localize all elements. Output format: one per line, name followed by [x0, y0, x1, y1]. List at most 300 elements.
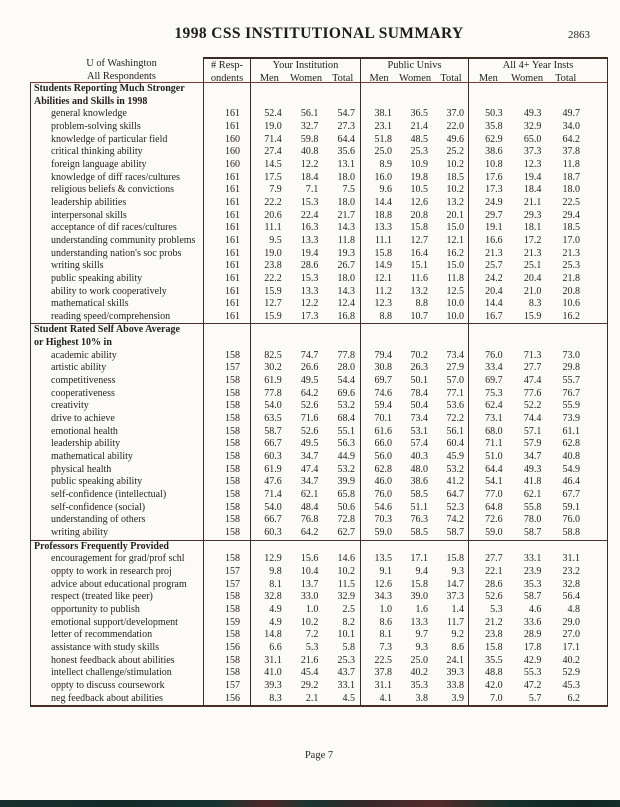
- value-cell: 12.7: [410, 234, 428, 246]
- value-cell: 33.1: [337, 679, 355, 691]
- respondents-cell: 161: [203, 286, 250, 299]
- value-cell: [360, 541, 396, 554]
- table-row: [31, 197, 607, 210]
- value-cell: 62.4: [468, 400, 507, 413]
- section-title-row: [31, 541, 607, 554]
- value-cell: 2.1: [305, 692, 319, 704]
- value-cell: 4.5: [342, 692, 355, 704]
- value-cell: 12.5: [446, 285, 464, 297]
- table-row: [31, 451, 607, 464]
- value-cell: 55.7: [562, 375, 580, 387]
- value-cell: 6.2: [567, 692, 580, 704]
- value-cell: [545, 324, 584, 337]
- value-cell: 7.5: [342, 184, 355, 196]
- spacer-cell: [584, 146, 607, 159]
- table-row: [31, 260, 607, 273]
- value-cell: 72.2: [446, 413, 464, 425]
- row-label: knowledge of particular field: [51, 133, 168, 145]
- value-cell: 29.8: [562, 362, 580, 374]
- value-cell: 28.0: [337, 362, 355, 374]
- respondents-cell: 158: [203, 438, 250, 451]
- page-footer: Page 7: [304, 750, 334, 761]
- value-cell: 62.1: [300, 489, 319, 500]
- value-cell: 48.4: [300, 501, 319, 513]
- value-cell: 62.7: [337, 526, 355, 538]
- value-cell: 21.3: [562, 247, 580, 259]
- value-cell: 23.9: [523, 565, 542, 577]
- value-cell: 9.4: [415, 565, 428, 577]
- value-cell: 16.7: [468, 311, 507, 324]
- spacer-cell: [584, 388, 607, 401]
- value-cell: 30.8: [360, 362, 396, 375]
- value-cell: 14.3: [337, 222, 355, 234]
- value-cell: 24.9: [468, 197, 507, 210]
- spacer-cell: [584, 222, 607, 235]
- value-cell: 73.9: [562, 413, 580, 425]
- row-label: creativity: [51, 400, 89, 412]
- value-cell: 58.5: [410, 526, 428, 538]
- row-label: leadership abilities: [51, 196, 127, 208]
- table-row: [31, 362, 607, 375]
- value-cell: [432, 83, 468, 96]
- value-cell: 15.3: [300, 196, 319, 208]
- spacer-cell: [584, 298, 607, 311]
- respondents-cell: [203, 324, 250, 337]
- row-label: self-confidence (social): [51, 501, 146, 513]
- report-code: 2863: [568, 29, 590, 41]
- row-label: oppty to discuss coursework: [51, 679, 165, 691]
- row-label: foreign language ability: [51, 158, 147, 170]
- value-cell: 47.4: [300, 463, 319, 475]
- value-cell: [468, 541, 507, 554]
- value-cell: 17.3: [468, 184, 507, 197]
- value-cell: 8.6: [360, 617, 396, 630]
- table-section: [31, 540, 607, 706]
- value-cell: 77.8: [250, 388, 287, 401]
- value-cell: 14.4: [468, 298, 507, 311]
- value-cell: 61.1: [562, 425, 580, 437]
- respondents-cell: 158: [203, 464, 250, 477]
- value-cell: 21.1: [523, 196, 542, 208]
- value-cell: 25.0: [410, 654, 428, 666]
- value-cell: 25.3: [562, 260, 580, 272]
- value-cell: 15.9: [250, 311, 287, 324]
- summary-table: [30, 57, 608, 707]
- spacer-cell: [584, 172, 607, 185]
- value-cell: 10.1: [337, 629, 355, 641]
- value-cell: 19.8: [410, 171, 428, 183]
- value-cell: 18.5: [562, 222, 580, 234]
- value-cell: 26.7: [337, 260, 355, 272]
- value-cell: 53.1: [410, 425, 428, 437]
- value-cell: 69.7: [360, 375, 396, 388]
- respondents-cell: 161: [203, 121, 250, 134]
- value-cell: 19.0: [250, 248, 287, 261]
- value-cell: 16.3: [300, 222, 319, 234]
- value-cell: 49.3: [523, 463, 542, 475]
- value-cell: 12.2: [300, 158, 319, 170]
- value-cell: 49.3: [523, 108, 542, 120]
- spacer-cell: [584, 159, 607, 172]
- value-cell: 50.1: [410, 375, 428, 387]
- value-cell: 15.8: [446, 553, 464, 565]
- scanner-artifact-bar: [0, 800, 620, 807]
- value-cell: 5.3: [305, 641, 319, 653]
- value-cell: 34.7: [523, 451, 542, 463]
- respondents-cell: 158: [203, 476, 250, 489]
- respondents-cell: 161: [203, 172, 250, 185]
- spacer-cell: [584, 617, 607, 630]
- value-cell: 17.6: [468, 172, 507, 185]
- spacer-cell: [584, 324, 607, 337]
- value-cell: 17.5: [250, 172, 287, 185]
- value-cell: 9.8: [250, 566, 287, 579]
- respondents-cell: 161: [203, 235, 250, 248]
- row-label: honest feedback about abilities: [51, 654, 175, 666]
- value-cell: 13.3: [410, 616, 428, 628]
- row-label: self-confidence (intellectual): [51, 489, 167, 500]
- value-cell: 7.9: [250, 184, 287, 197]
- value-cell: 15.3: [300, 272, 319, 284]
- value-cell: 55.8: [523, 501, 542, 513]
- value-cell: 64.2: [300, 526, 319, 538]
- respondents-cell: 156: [203, 642, 250, 655]
- value-cell: 22.2: [250, 197, 287, 210]
- row-label: oppty to work in research proj: [51, 565, 172, 577]
- value-cell: 10.2: [337, 565, 355, 577]
- table-row: [31, 553, 607, 566]
- value-cell: 39.3: [446, 667, 464, 679]
- table-row: [31, 388, 607, 401]
- table-row: [31, 172, 607, 185]
- value-cell: [507, 337, 546, 350]
- respondents-cell: 158: [203, 502, 250, 515]
- row-label: interpersonal skills: [51, 209, 127, 221]
- table-row: [31, 476, 607, 489]
- value-cell: 41.0: [250, 667, 287, 680]
- value-cell: 18.0: [337, 196, 355, 208]
- value-cell: 15.8: [468, 642, 507, 655]
- value-cell: 13.7: [300, 578, 319, 590]
- table-row: [31, 489, 607, 502]
- value-cell: 7.1: [305, 184, 319, 196]
- value-cell: 3.8: [415, 692, 428, 704]
- value-cell: 12.3: [360, 298, 396, 311]
- value-cell: 59.4: [360, 400, 396, 413]
- value-cell: [250, 541, 287, 554]
- value-cell: 32.9: [523, 120, 542, 132]
- value-cell: 42.0: [468, 680, 507, 693]
- value-cell: 67.7: [562, 489, 580, 500]
- respondents-cell: 158: [203, 527, 250, 540]
- value-cell: 18.8: [360, 210, 396, 223]
- value-cell: 37.0: [446, 108, 464, 120]
- value-cell: 17.0: [562, 234, 580, 246]
- value-cell: [250, 96, 287, 109]
- value-cell: 72.8: [337, 514, 355, 526]
- table-row: [31, 604, 607, 617]
- table-row: [31, 527, 607, 540]
- value-cell: 13.1: [337, 158, 355, 170]
- row-label: respect (treated like peer): [51, 591, 153, 603]
- value-cell: 77.8: [337, 349, 355, 361]
- value-cell: 10.6: [562, 298, 580, 310]
- respondents-cell: 161: [203, 184, 250, 197]
- respondents-cell: [203, 96, 250, 109]
- value-cell: 53.2: [446, 463, 464, 475]
- value-cell: [323, 337, 360, 350]
- value-cell: 27.4: [250, 146, 287, 159]
- value-cell: 9.1: [360, 566, 396, 579]
- respondents-cell: 158: [203, 591, 250, 604]
- row-label: physical health: [51, 463, 112, 475]
- value-cell: 40.2: [410, 667, 428, 679]
- respondents-cell: [203, 541, 250, 554]
- value-cell: 4.6: [528, 603, 542, 615]
- value-cell: 58.7: [523, 591, 542, 603]
- spacer-cell: [584, 350, 607, 363]
- value-cell: 52.9: [562, 667, 580, 679]
- value-cell: 35.3: [410, 679, 428, 691]
- respondents-cell: 159: [203, 617, 250, 630]
- value-cell: 74.2: [446, 514, 464, 526]
- value-cell: 54.6: [360, 502, 396, 515]
- value-cell: 26.3: [410, 362, 428, 374]
- value-cell: 12.7: [250, 298, 287, 311]
- value-cell: 27.0: [562, 629, 580, 641]
- table-row: [31, 438, 607, 451]
- respondents-cell: 158: [203, 451, 250, 464]
- respondents-cell: 158: [203, 514, 250, 527]
- respondents-cell: 160: [203, 159, 250, 172]
- value-cell: 38.6: [410, 476, 428, 488]
- org-name: U of Washington: [86, 58, 157, 69]
- value-cell: 35.3: [523, 578, 542, 590]
- value-cell: 64.7: [446, 489, 464, 500]
- value-cell: 29.0: [562, 616, 580, 628]
- table-row: [31, 579, 607, 592]
- value-cell: 15.6: [300, 553, 319, 565]
- value-cell: 51.1: [410, 501, 428, 513]
- respondents-cell: 158: [203, 489, 250, 502]
- value-cell: 18.0: [562, 184, 580, 196]
- row-label: academic ability: [51, 349, 117, 361]
- table-row: [31, 680, 607, 693]
- respondents-cell: 158: [203, 667, 250, 680]
- spacer-cell: [584, 96, 607, 109]
- value-cell: 18.4: [523, 184, 542, 196]
- value-cell: 61.6: [360, 426, 396, 439]
- value-cell: 29.4: [562, 209, 580, 221]
- value-cell: 12.6: [410, 196, 428, 208]
- value-cell: 10.8: [468, 159, 507, 172]
- spacer-cell: [584, 210, 607, 223]
- value-cell: [432, 324, 468, 337]
- value-cell: 64.4: [468, 464, 507, 477]
- value-cell: 32.8: [562, 578, 580, 590]
- value-cell: 54.0: [250, 400, 287, 413]
- spacer-cell: [584, 667, 607, 680]
- value-cell: 52.6: [300, 425, 319, 437]
- table-row: [31, 629, 607, 642]
- table-section: [31, 323, 607, 539]
- value-cell: 15.8: [410, 578, 428, 590]
- subcols-all-4plus: Men Women Total: [478, 73, 577, 84]
- value-cell: 13.3: [360, 222, 396, 235]
- value-cell: 17.3: [300, 310, 319, 322]
- table-row: [31, 655, 607, 668]
- value-cell: 5.7: [528, 692, 542, 704]
- value-cell: 13.3: [300, 285, 319, 297]
- value-cell: 47.6: [250, 476, 287, 489]
- value-cell: [287, 96, 324, 109]
- value-cell: [360, 96, 396, 109]
- respondents-cell: 161: [203, 311, 250, 324]
- value-cell: [360, 324, 396, 337]
- value-cell: 9.3: [415, 641, 428, 653]
- value-cell: 58.5: [410, 489, 428, 500]
- row-label: reading speed/comprehension: [51, 310, 171, 322]
- value-cell: 39.0: [410, 591, 428, 603]
- spacer-cell: [584, 337, 607, 350]
- value-cell: 38.1: [360, 108, 396, 121]
- value-cell: [323, 83, 360, 96]
- value-cell: [360, 83, 396, 96]
- value-cell: 32.8: [250, 591, 287, 604]
- value-cell: 76.3: [410, 514, 428, 526]
- value-cell: 28.9: [523, 629, 542, 641]
- value-cell: 24.2: [468, 273, 507, 286]
- value-cell: 19.4: [300, 247, 319, 259]
- value-cell: [468, 337, 507, 350]
- section-title-row: [31, 324, 607, 337]
- value-cell: 18.5: [446, 171, 464, 183]
- value-cell: 45.3: [562, 679, 580, 691]
- respondents-cell: 158: [203, 629, 250, 642]
- value-cell: 17.2: [523, 234, 542, 246]
- value-cell: 48.8: [468, 667, 507, 680]
- respondents-cell: 161: [203, 298, 250, 311]
- value-cell: 60.3: [250, 451, 287, 464]
- value-cell: 17.1: [410, 553, 428, 565]
- value-cell: 53.2: [337, 463, 355, 475]
- spacer-cell: [584, 108, 607, 121]
- value-cell: 59.8: [300, 133, 319, 145]
- value-cell: 58.7: [250, 426, 287, 439]
- value-cell: 19.1: [468, 222, 507, 235]
- respondents-cell: 158: [203, 426, 250, 439]
- spacer-cell: [584, 464, 607, 477]
- value-cell: 79.4: [360, 350, 396, 363]
- value-cell: 54.0: [250, 502, 287, 515]
- table-row: [31, 426, 607, 439]
- row-label: cooperativeness: [51, 387, 115, 399]
- spacer-cell: [584, 527, 607, 540]
- spacer-cell: [584, 629, 607, 642]
- value-cell: 20.8: [562, 285, 580, 297]
- value-cell: 11.1: [360, 235, 396, 248]
- value-cell: [250, 324, 287, 337]
- value-cell: 65.8: [337, 489, 355, 500]
- value-cell: [545, 337, 584, 350]
- value-cell: 71.3: [523, 349, 542, 361]
- table-row: [31, 514, 607, 527]
- value-cell: [323, 324, 360, 337]
- value-cell: 23.8: [250, 260, 287, 273]
- spacer-cell: [584, 514, 607, 527]
- value-cell: 39.9: [337, 476, 355, 488]
- row-label: problem-solving skills: [51, 120, 141, 132]
- respondents-cell: 158: [203, 413, 250, 426]
- section-title: Students Reporting Much Stronger: [34, 83, 185, 94]
- value-cell: 18.7: [562, 171, 580, 183]
- value-cell: 4.8: [567, 603, 580, 615]
- value-cell: [360, 337, 396, 350]
- value-cell: 36.5: [410, 108, 428, 120]
- row-label: writing skills: [51, 260, 104, 272]
- value-cell: 29.7: [468, 210, 507, 223]
- table-row: [31, 248, 607, 261]
- row-label: encouragement for grad/prof schl: [51, 553, 185, 565]
- group-header-public-univs: Public Univs Men Women Total: [360, 57, 468, 85]
- spacer-cell: [584, 489, 607, 502]
- row-label: public speaking ability: [51, 476, 143, 488]
- value-cell: 19.4: [523, 171, 542, 183]
- value-cell: 63.5: [250, 413, 287, 426]
- value-cell: 8.9: [360, 159, 396, 172]
- section-title-row: [31, 337, 607, 350]
- row-label: understanding of others: [51, 514, 146, 526]
- row-label: emotional health: [51, 425, 118, 437]
- respondents-cell: 158: [203, 604, 250, 617]
- row-label: public speaking ability: [51, 272, 143, 284]
- spacer-cell: [584, 235, 607, 248]
- value-cell: [432, 337, 468, 350]
- org-header: [30, 57, 203, 85]
- value-cell: 77.6: [523, 387, 542, 399]
- value-cell: 9.3: [451, 565, 464, 577]
- table-row: [31, 159, 607, 172]
- value-cell: 37.3: [523, 146, 542, 158]
- value-cell: 35.6: [337, 146, 355, 158]
- value-cell: 10.5: [410, 184, 428, 196]
- value-cell: [545, 541, 584, 554]
- value-cell: 76.0: [360, 489, 396, 502]
- table-row: [31, 400, 607, 413]
- value-cell: 54.9: [562, 463, 580, 475]
- value-cell: 40.8: [300, 146, 319, 158]
- value-cell: 10.2: [446, 158, 464, 170]
- spacer-cell: [584, 693, 607, 706]
- value-cell: 75.3: [468, 388, 507, 401]
- value-cell: 34.7: [300, 451, 319, 463]
- value-cell: 57.0: [446, 375, 464, 387]
- value-cell: 33.4: [468, 362, 507, 375]
- value-cell: 62.9: [468, 134, 507, 147]
- value-cell: 1.4: [451, 603, 464, 615]
- value-cell: 13.2: [410, 285, 428, 297]
- respondents-cell: 161: [203, 248, 250, 261]
- value-cell: 41.2: [446, 476, 464, 488]
- spacer-cell: [584, 134, 607, 147]
- table-row: [31, 617, 607, 630]
- respondents-cell: [203, 83, 250, 96]
- respondents-cell: 160: [203, 146, 250, 159]
- value-cell: 39.3: [250, 680, 287, 693]
- value-cell: 8.6: [451, 641, 464, 653]
- value-cell: 18.4: [300, 171, 319, 183]
- value-cell: 73.1: [468, 413, 507, 426]
